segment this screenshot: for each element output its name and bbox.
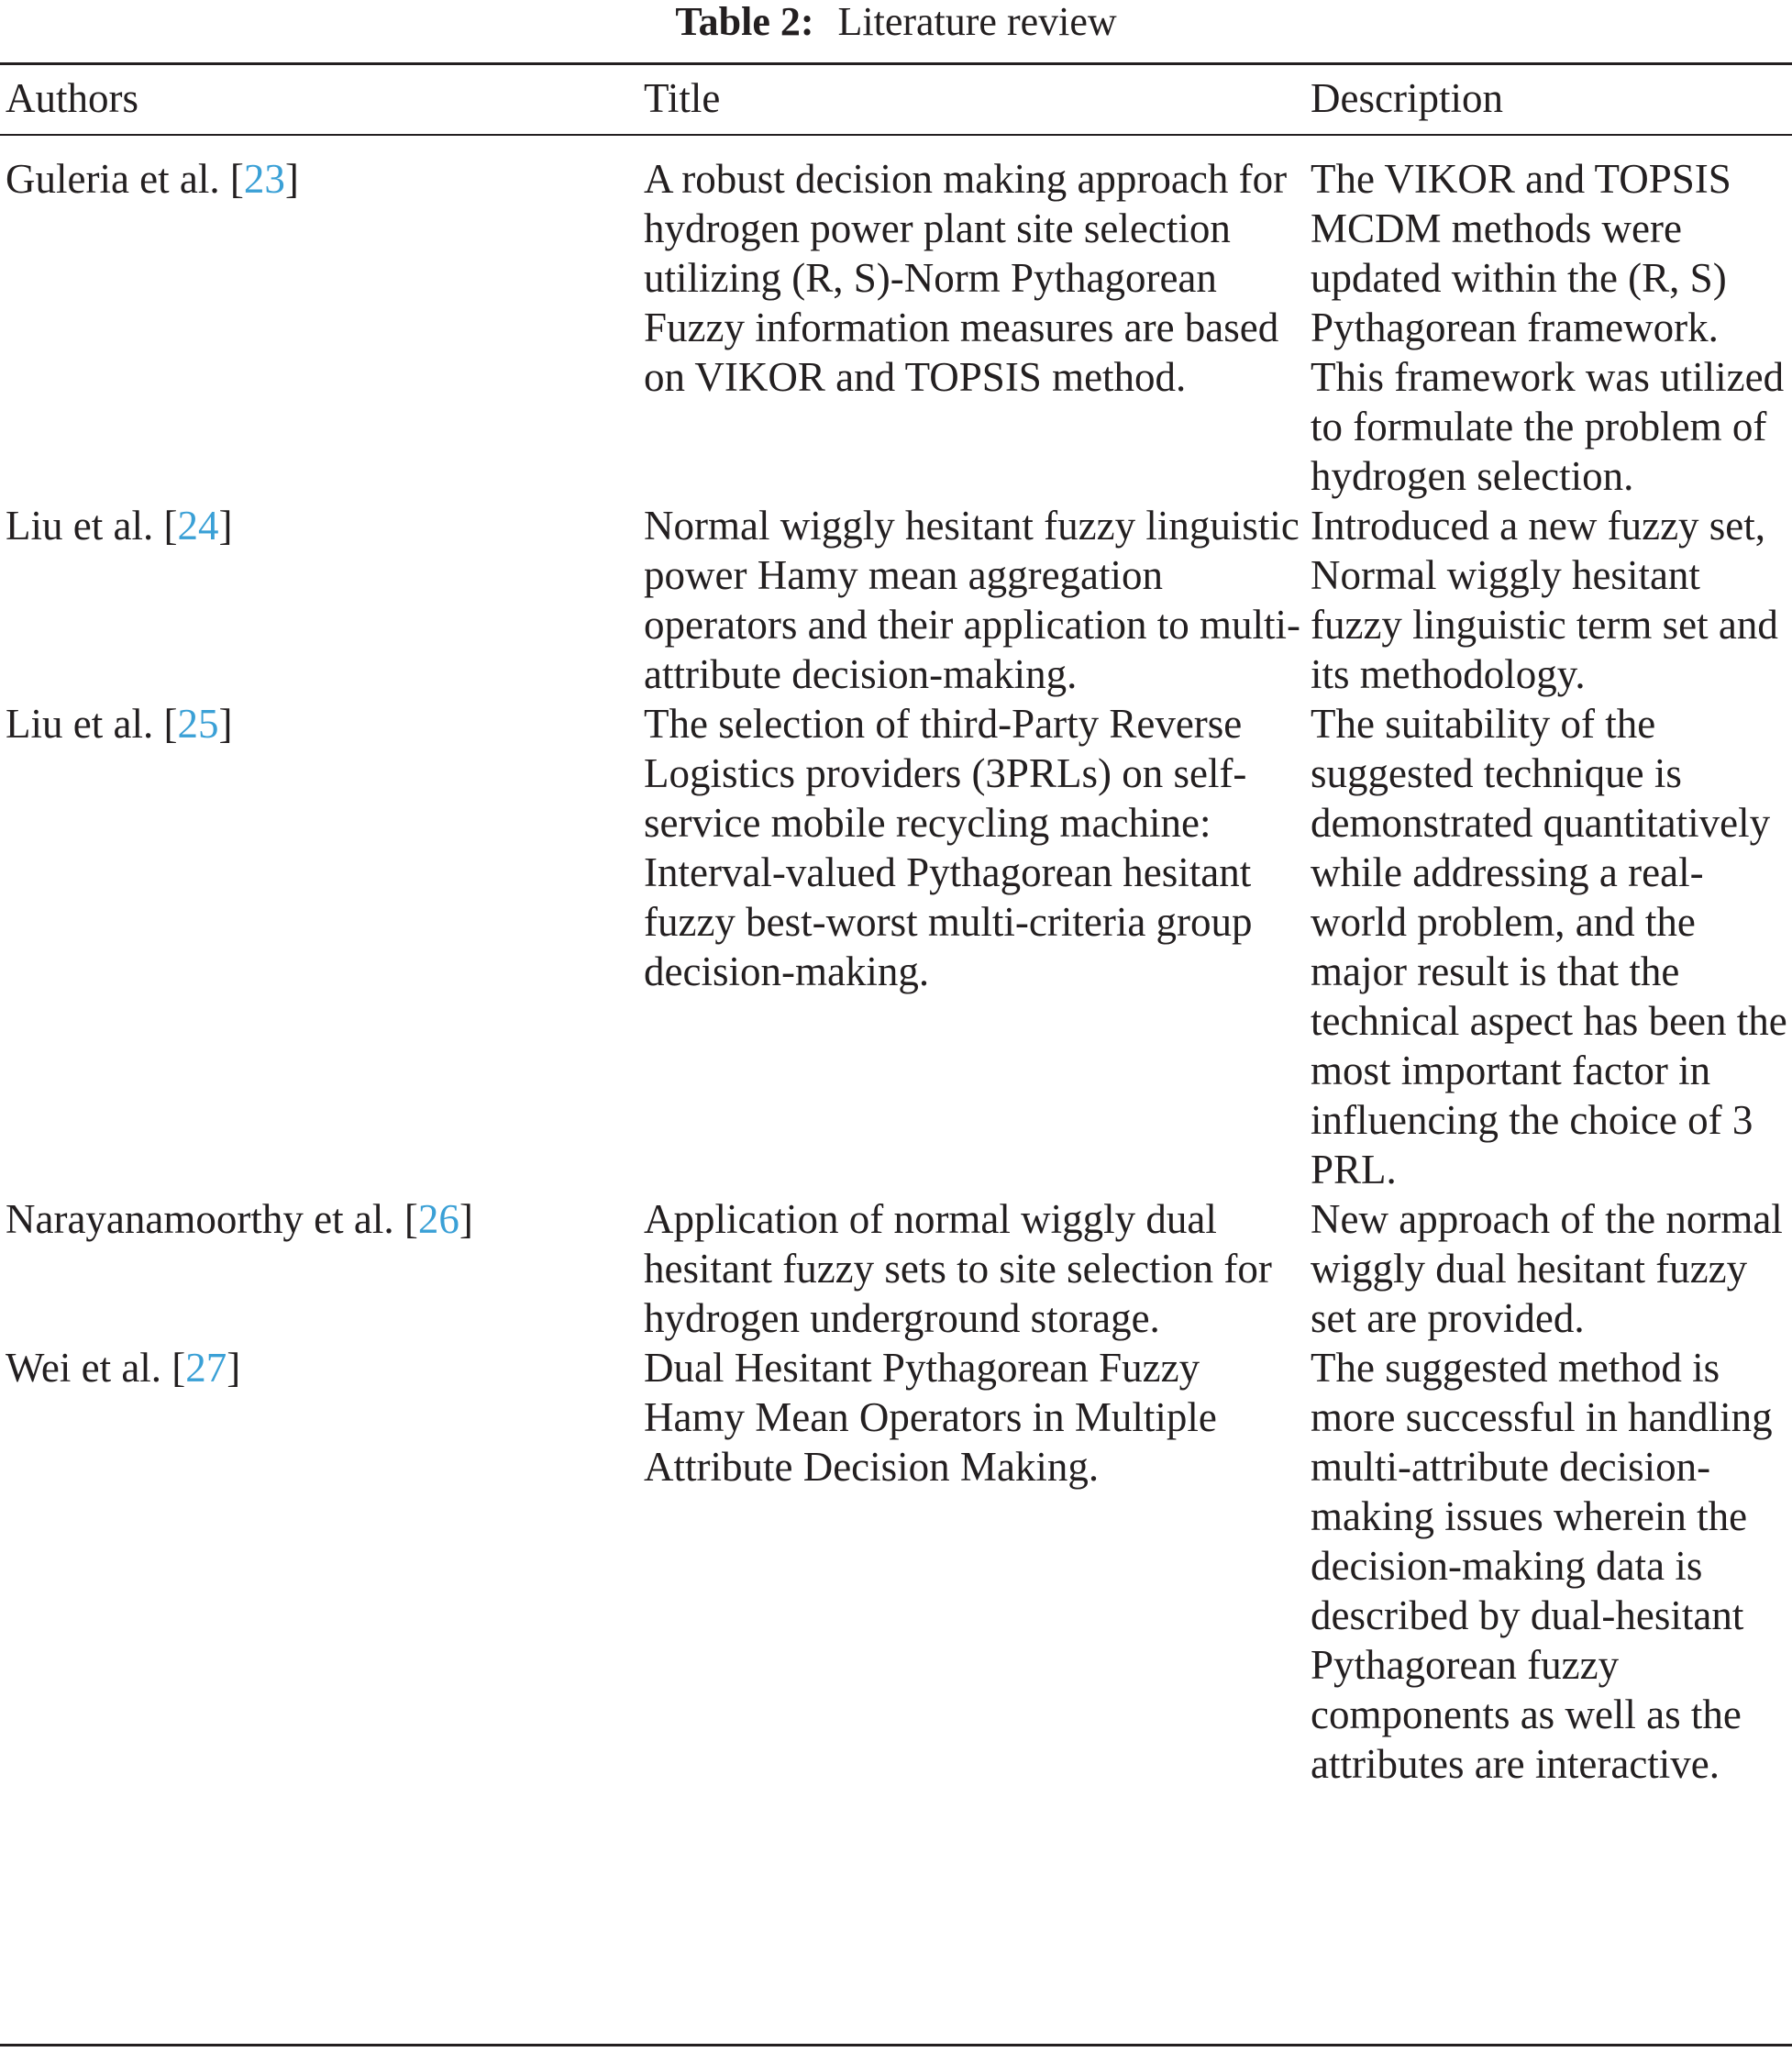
literature-review-table — [0, 73, 1792, 1789]
author-cell: Liu et al. [24] — [6, 503, 233, 549]
reference-link[interactable]: 23 — [243, 156, 285, 202]
table-row — [0, 501, 1792, 699]
column-header-description: Description — [1311, 75, 1503, 121]
author-name: Liu et al. — [6, 503, 154, 549]
reference-link[interactable]: 24 — [177, 503, 219, 549]
column-header-authors: Authors — [6, 75, 138, 121]
title-cell: Application of normal wiggly dual hesitant fuzzy sets to site selection for hydrogen underground storage. — [644, 1196, 1272, 1341]
table-caption-label: Table 2: — [675, 0, 814, 44]
table-row — [0, 136, 1792, 501]
reference-link[interactable]: 26 — [417, 1196, 459, 1242]
description-cell: New approach of the normal wiggly dual hesitant fuzzy set are provided. — [1311, 1196, 1783, 1341]
title-cell: Normal wiggly hesitant fuzzy linguistic power Hamy mean aggregation operators and their application to multi-attribute decision-making. — [644, 503, 1301, 697]
title-cell: A robust decision making approach for hydrogen power plant site selection utilizing (R, S)-Norm Pythagorean Fuzzy information measures are based on VIKOR and TOPSIS method. — [644, 156, 1288, 400]
table-bottom-rule — [0, 2044, 1792, 2046]
table-row — [0, 1194, 1792, 1343]
author-name: Wei et al. — [6, 1345, 162, 1391]
reference-link[interactable]: 25 — [177, 701, 219, 747]
table-caption — [0, 0, 1792, 44]
author-name: Guleria et al. — [6, 156, 220, 202]
description-cell: The VIKOR and TOPSIS MCDM methods were updated within the (R, S) Pythagorean framework. This framework was utilized to formulate the problem of hydrogen selection. — [1311, 156, 1785, 499]
description-cell: The suitability of the suggested technique is demonstrated quantitatively while addressing a real-world problem, and the major result is that the technical aspect has been the most important factor in influencing the choice of 3 PRL. — [1311, 701, 1787, 1192]
title-cell: Dual Hesitant Pythagorean Fuzzy Hamy Mean Operators in Multiple Attribute Decision Making. — [644, 1345, 1217, 1490]
table-header-row — [0, 73, 1792, 136]
description-cell: The suggested method is more successful in handling multi-attribute decision-making issues wherein the decision-making data is described by dual-hesitant Pythagorean fuzzy components as well as the attributes are interactive. — [1311, 1345, 1773, 1787]
author-name: Liu et al. — [6, 701, 154, 747]
title-cell: The selection of third-Party Reverse Logistics providers (3PRLs) on self-service mobile recycling machine: Interval-valued Pythagorean hesitant fuzzy best-worst multi-criteria group decision-making. — [644, 701, 1253, 994]
reference-link[interactable]: 27 — [185, 1345, 227, 1391]
column-header-title: Title — [644, 75, 721, 121]
author-cell: Wei et al. [27] — [6, 1345, 241, 1391]
table-caption-text: Literature review — [837, 0, 1117, 44]
description-cell: Introduced a new fuzzy set, Normal wiggly hesitant fuzzy linguistic term set and its methodology. — [1311, 503, 1778, 697]
author-cell: Narayanamoorthy et al. [26] — [6, 1196, 473, 1242]
table-row — [0, 1343, 1792, 1789]
table-row — [0, 699, 1792, 1194]
author-cell: Liu et al. [25] — [6, 701, 233, 747]
author-cell: Guleria et al. [23] — [6, 156, 299, 202]
table-top-rule — [0, 62, 1792, 65]
author-name: Narayanamoorthy et al. — [6, 1196, 394, 1242]
